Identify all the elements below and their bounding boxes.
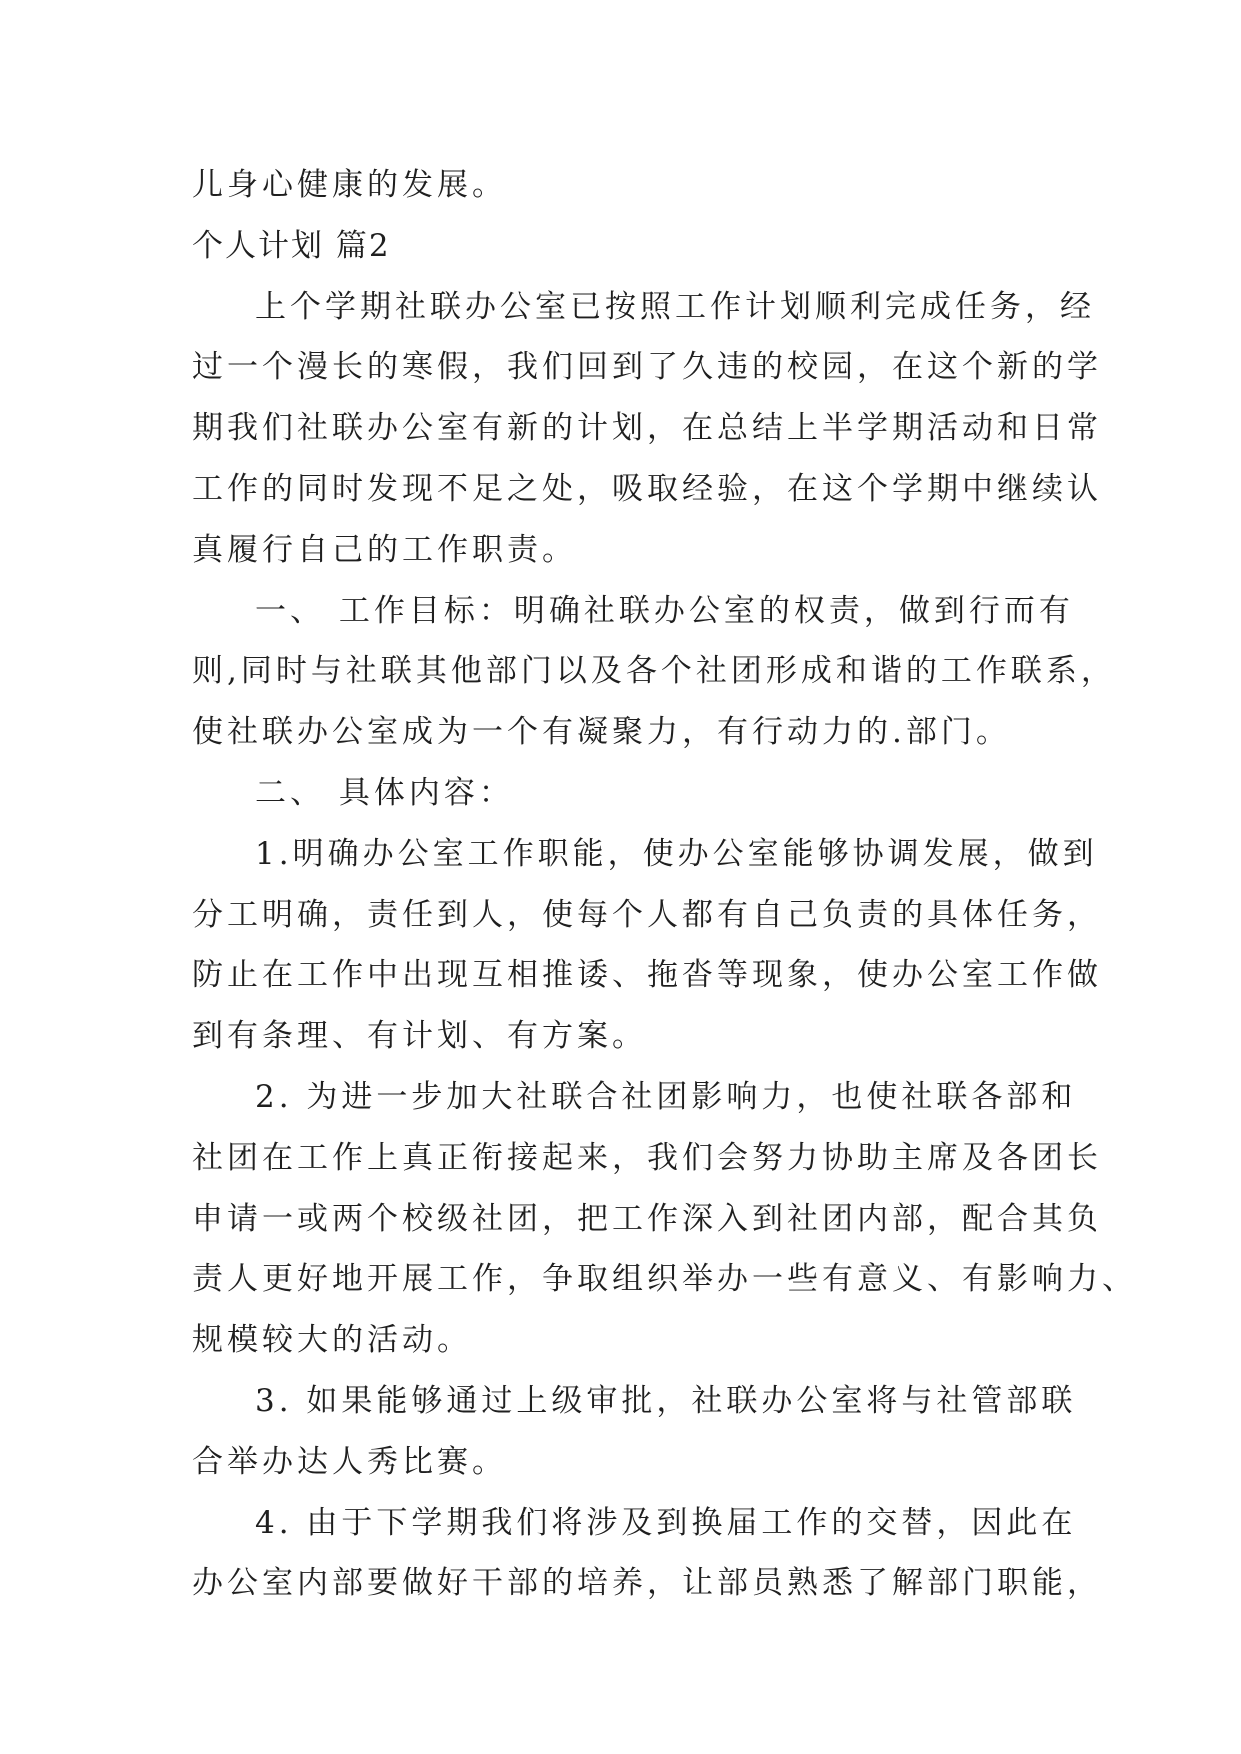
text-line: 办公室内部要做好干部的培养，让部员熟悉了解部门职能， [192,1565,1102,1602]
text-line: 儿身心健康的发展。 [192,167,507,203]
text-line: 1.明确办公室工作职能，使办公室能够协调发展，做到 [255,835,1098,872]
text-line: 申请一或两个校级社团，把工作深入到社团内部，配合其负 [192,1200,1102,1237]
text-line: 规模较大的活动。 [192,1322,472,1359]
text-line: 真履行自己的工作职责。 [192,531,577,568]
text-line: 分工明确，责任到人，使每个人都有自己负责的具体任务， [192,896,1102,933]
text-line: 工作的同时发现不足之处，吸取经验，在这个学期中继续认 [192,470,1102,507]
text-line: 防止在工作中出现互相推诿、拖沓等现象，使办公室工作做 [192,957,1102,994]
text-line: 4. 由于下学期我们将涉及到换届工作的交替，因此在 [255,1504,1077,1541]
body-text [192,155,1137,1614]
section-heading: 个人计划 篇2 [192,227,391,264]
text-line: 期我们社联办公室有新的计划，在总结上半学期活动和日常 [192,410,1102,447]
text-line: 社团在工作上真正衔接起来，我们会努力协助主席及各团长 [192,1139,1102,1176]
text-line: 则,同时与社联其他部门以及各个社团形成和谐的工作联系， [192,653,1116,690]
text-line: 责人更好地开展工作，争取组织举办一些有意义、有影响力、 [192,1261,1137,1298]
text-line: 一、 工作目标：明确社联办公室的权责，做到行而有 [255,592,1074,629]
text-line: 合举办达人秀比赛。 [192,1443,507,1480]
text-line: 过一个漫长的寒假，我们回到了久违的校园，在这个新的学 [192,349,1102,386]
text-line: 二、 具体内容： [255,774,514,811]
text-line: 使社联办公室成为一个有凝聚力，有行动力的.部门。 [192,714,1011,751]
text-line: 上个学期社联办公室已按照工作计划顺利完成任务，经 [255,288,1095,325]
text-line: 2. 为进一步加大社联合社团影响力，也使社联各部和 [255,1078,1077,1115]
text-line: 到有条理、有计划、有方案。 [192,1018,647,1055]
text-line: 3. 如果能够通过上级审批，社联办公室将与社管部联 [255,1382,1077,1419]
